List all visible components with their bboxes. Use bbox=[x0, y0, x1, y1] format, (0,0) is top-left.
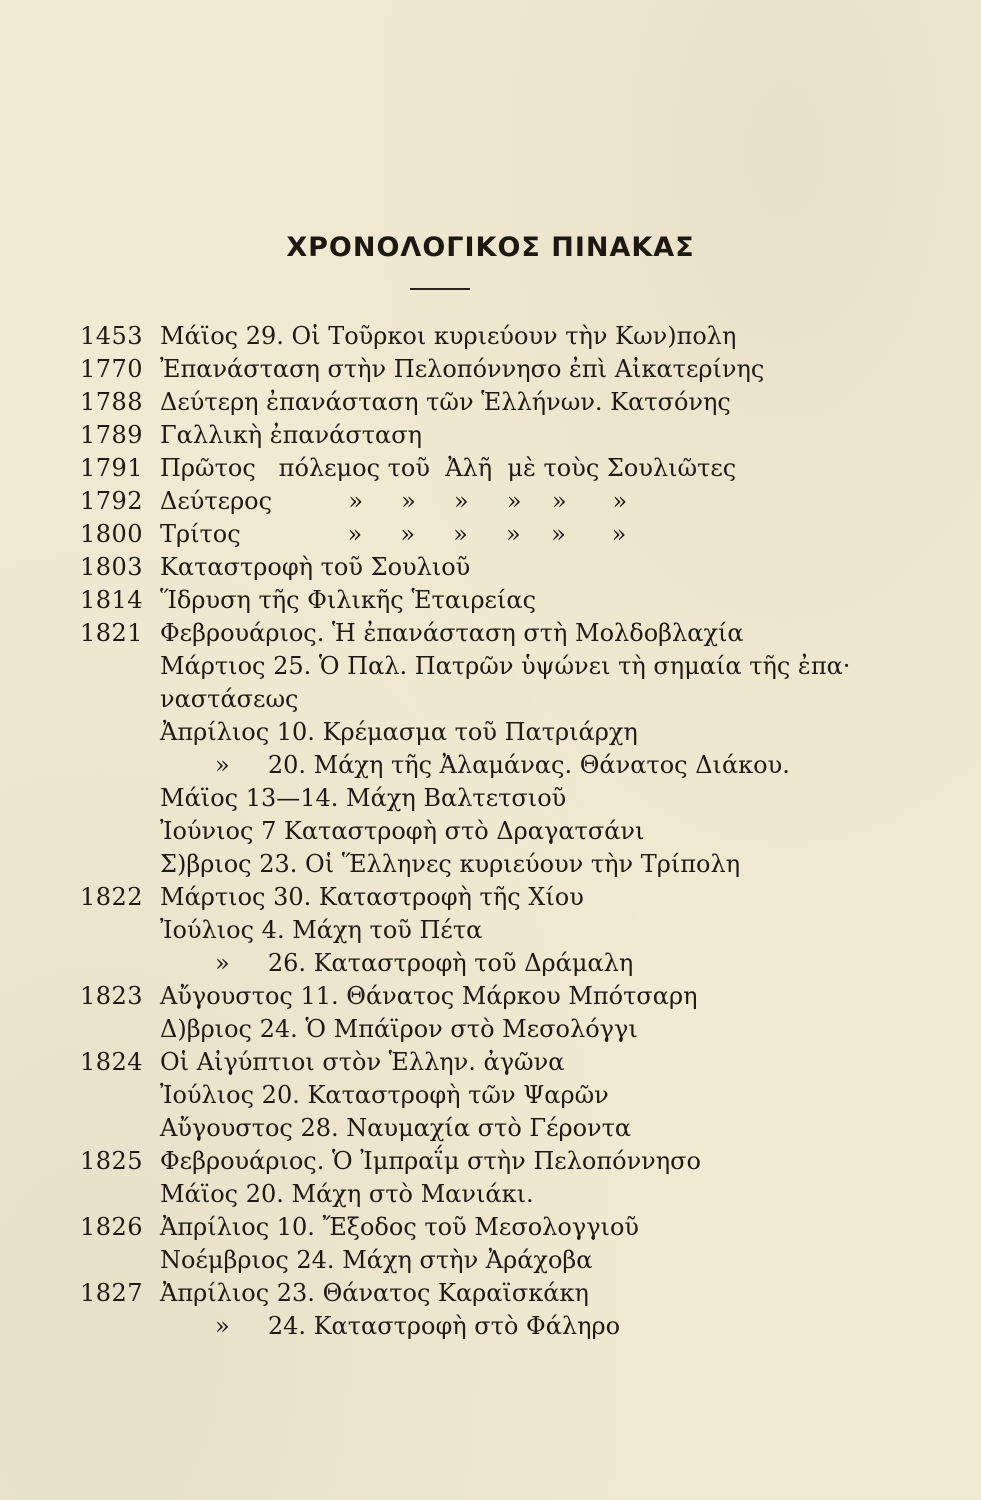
chronology-row bbox=[0, 716, 981, 749]
chronology-row bbox=[0, 353, 981, 386]
chronology-row bbox=[0, 848, 981, 881]
entry-text: Ἐπανάσταση στὴν Πελοπόννησο ἐπὶ Αἰκατερίνης bbox=[160, 355, 765, 383]
entry-year: 1822 bbox=[80, 883, 144, 911]
chronology-row bbox=[0, 1145, 981, 1178]
entry-text: Τρίτος » » » » » » bbox=[160, 520, 627, 548]
chronology-row bbox=[0, 683, 981, 716]
entry-text: Ἀπρίλιος 10. Κρέμασμα τοῦ Πατριάρχη bbox=[160, 718, 638, 746]
chronology-row bbox=[0, 749, 981, 782]
entry-text: Φεβρουάριος. Ἡ ἐπανάσταση στὴ Μολδοβλαχία bbox=[160, 619, 744, 647]
entry-text: Ἰούλιος 20. Καταστροφὴ τῶν Ψαρῶν bbox=[160, 1081, 609, 1109]
chronology-row bbox=[0, 1046, 981, 1079]
chronology-row bbox=[0, 1310, 981, 1343]
chronology-row bbox=[0, 1079, 981, 1112]
chronology-row bbox=[0, 485, 981, 518]
chronology-row bbox=[0, 518, 981, 551]
entry-text: » 20. Μάχη τῆς Ἀλαμάνας. Θάνατος Διάκου. bbox=[215, 751, 790, 779]
entry-text: Σ)βριος 23. Οἱ Ἕλληνες κυριεύουν τὴν Τρίπολη bbox=[160, 850, 741, 878]
chronology-row bbox=[0, 947, 981, 980]
chronology-row bbox=[0, 914, 981, 947]
chronology-table bbox=[0, 320, 981, 1343]
entry-text: Δεύτερη ἐπανάσταση τῶν Ἑλλήνων. Κατσόνης bbox=[160, 388, 731, 416]
entry-year: 1825 bbox=[80, 1147, 144, 1175]
entry-year: 1791 bbox=[80, 454, 144, 482]
entry-text: Μάρτιος 30. Καταστροφὴ τῆς Χίου bbox=[160, 883, 584, 911]
entry-text: Μάϊος 29. Οἱ Τοῦρκοι κυριεύουν τὴν Κων)πολη bbox=[160, 322, 737, 350]
entry-text: Ἰούνιος 7 Καταστροφὴ στὸ Δραγατσάνι bbox=[160, 817, 645, 845]
entry-text: Ἵδρυση τῆς Φιλικῆς Ἑταιρείας bbox=[160, 586, 537, 614]
chronology-row bbox=[0, 1277, 981, 1310]
entry-text: Δ)βριος 24. Ὁ Μπάϊρον στὸ Μεσολόγγι bbox=[160, 1015, 638, 1043]
chronology-row bbox=[0, 419, 981, 452]
entry-year: 1788 bbox=[80, 388, 144, 416]
page-title: ΧΡΟΝΟΛΟΓΙΚΟΣ ΠΙΝΑΚΑΣ bbox=[286, 232, 695, 263]
chronology-row bbox=[0, 320, 981, 353]
entry-text: Αὔγουστος 28. Ναυμαχία στὸ Γέροντα bbox=[160, 1114, 632, 1142]
entry-text: Ἀπρίλιος 23. Θάνατος Καραϊσκάκη bbox=[160, 1279, 589, 1307]
entry-text: Γαλλικὴ ἐπανάσταση bbox=[160, 421, 422, 449]
entry-text: Δεύτερος » » » » » » bbox=[160, 487, 628, 515]
entry-year: 1824 bbox=[80, 1048, 144, 1076]
entry-year: 1821 bbox=[80, 619, 144, 647]
entry-text: Καταστροφὴ τοῦ Σουλιοῦ bbox=[160, 553, 471, 581]
entry-year: 1789 bbox=[80, 421, 144, 449]
entry-text: Φεβρουάριος. Ὁ Ἰμπραΐμ στὴν Πελοπόννησο bbox=[160, 1147, 701, 1175]
entry-text: ναστάσεως bbox=[160, 685, 299, 713]
chronology-row bbox=[0, 1244, 981, 1277]
entry-year: 1827 bbox=[80, 1279, 144, 1307]
chronology-row bbox=[0, 1211, 981, 1244]
entry-text: Αὔγουστος 11. Θάνατος Μάρκου Μπότσαρη bbox=[160, 982, 698, 1010]
entry-year: 1770 bbox=[80, 355, 144, 383]
entry-text: Ἀπρίλιος 10. Ἔξοδος τοῦ Μεσολογγιοῦ bbox=[160, 1213, 639, 1241]
entry-text: » 26. Καταστροφὴ τοῦ Δράμαλη bbox=[215, 949, 634, 977]
chronology-row bbox=[0, 452, 981, 485]
title-rule bbox=[410, 288, 470, 290]
entry-year: 1453 bbox=[80, 322, 144, 350]
entry-text: Μάϊος 13—14. Μάχη Βαλτετσιοῦ bbox=[160, 784, 567, 812]
entry-text: Νοέμβριος 24. Μάχη στὴν Ἀράχοβα bbox=[160, 1246, 593, 1274]
chronology-row bbox=[0, 386, 981, 419]
chronology-row bbox=[0, 650, 981, 683]
entry-text: Οἱ Αἰγύπτιοι στὸν Ἑλλην. ἀγῶνα bbox=[160, 1048, 565, 1076]
entry-year: 1814 bbox=[80, 586, 144, 614]
entry-text: Ἰούλιος 4. Μάχη τοῦ Πέτα bbox=[160, 916, 483, 944]
chronology-row bbox=[0, 782, 981, 815]
entry-year: 1792 bbox=[80, 487, 144, 515]
chronology-row bbox=[0, 980, 981, 1013]
entry-text: » 24. Καταστροφὴ στὸ Φάληρο bbox=[215, 1312, 621, 1340]
chronology-row bbox=[0, 617, 981, 650]
chronology-row bbox=[0, 1178, 981, 1211]
entry-text: Πρῶτος πόλεμος τοῦ Ἀλῆ μὲ τοὺς Σουλιῶτες bbox=[160, 454, 737, 482]
entry-year: 1803 bbox=[80, 553, 144, 581]
chronology-row bbox=[0, 881, 981, 914]
entry-text: Μάϊος 20. Μάχη στὸ Μανιάκι. bbox=[160, 1180, 534, 1208]
entry-year: 1823 bbox=[80, 982, 144, 1010]
entry-text: Μάρτιος 25. Ὁ Παλ. Πατρῶν ὑψώνει τὴ σημαία τῆς ἐπα· bbox=[160, 652, 851, 680]
chronology-row bbox=[0, 584, 981, 617]
entry-year: 1800 bbox=[80, 520, 144, 548]
chronology-row bbox=[0, 1013, 981, 1046]
chronology-row bbox=[0, 1112, 981, 1145]
chronology-row bbox=[0, 551, 981, 584]
chronology-row bbox=[0, 815, 981, 848]
entry-year: 1826 bbox=[80, 1213, 144, 1241]
